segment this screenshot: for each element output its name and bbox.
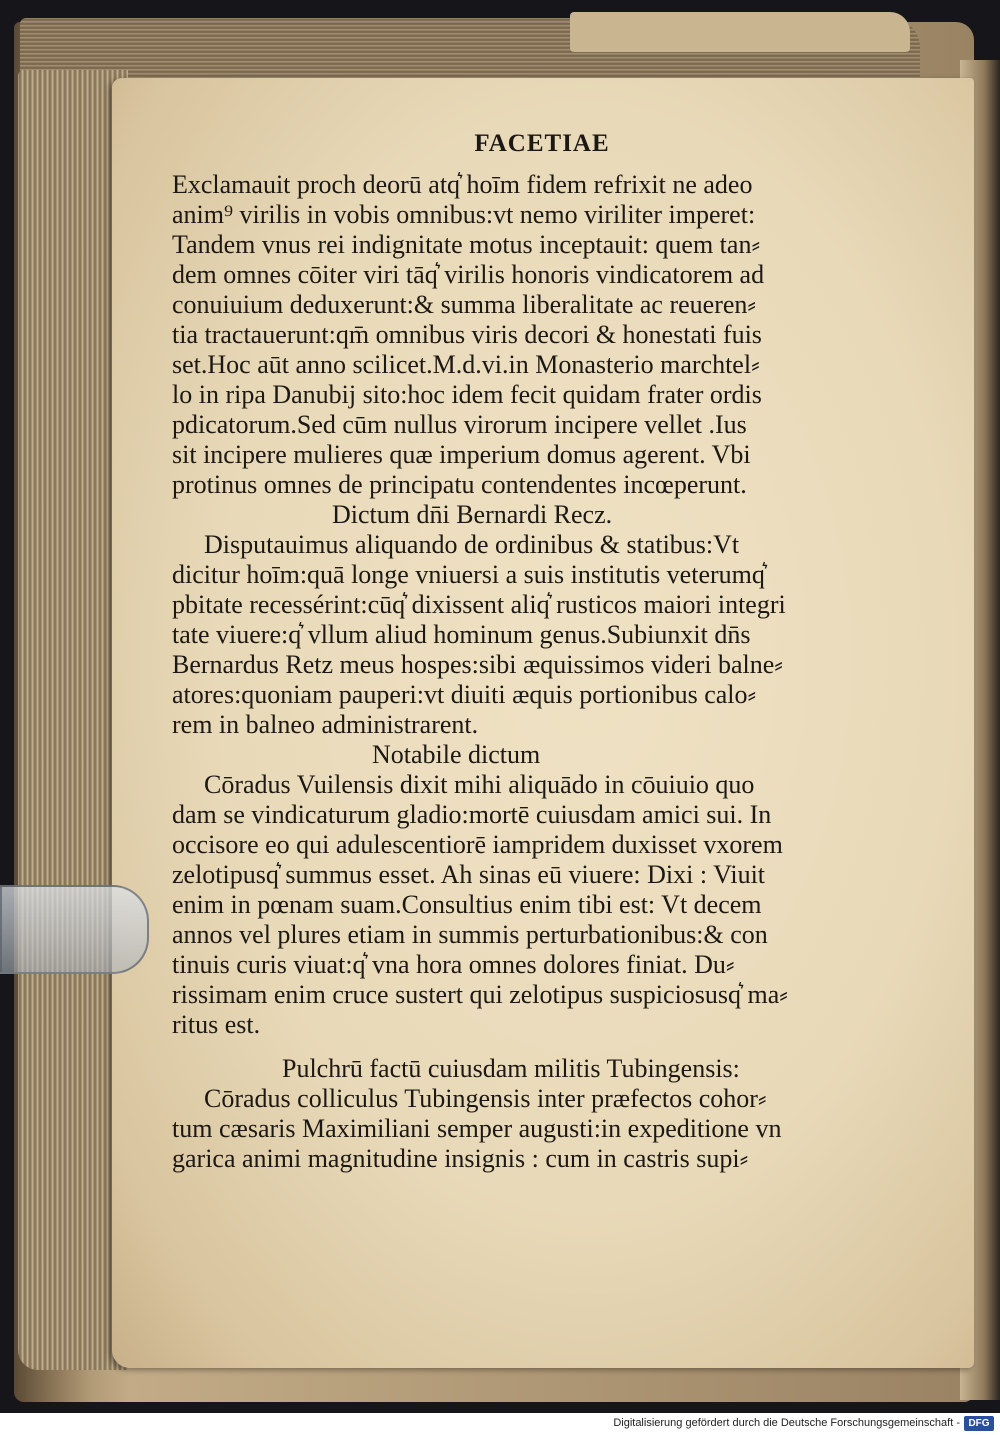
text-line: dam se vindicaturum gladio:mortē cuiusdam amici sui. In [172, 800, 772, 829]
text-line: protinus omnes de principatu contendentes incœperunt. [172, 470, 747, 499]
funding-credit: Digitalisierung gefördert durch die Deutsche Forschungsgemeinschaft - [613, 1417, 960, 1429]
text-line: lo in ripa Danubij sito:hoc idem fecit quidam frater ordis [172, 380, 762, 409]
text-line: pbitate recessérint:cūq͛ dixissent aliq͛ rusticos maiori integri [172, 590, 786, 619]
text-line: rissimam enim cruce sustert qui zelotipus suspiciosusq͛ ma⸗ [172, 980, 788, 1009]
section-heading-notabile: Notabile dictum [372, 740, 541, 769]
paragraph-exclamauit [172, 170, 912, 500]
dfg-logo: DFG [964, 1416, 994, 1431]
text-line: anim⁹ virilis in vobis omnibus:vt nemo viriliter imperet: [172, 200, 756, 229]
text-line: occisore eo qui adulescentiorē iampridem duxisset vxorem [172, 830, 783, 859]
section-heading-pulchru: Pulchrū factū cuiusdam militis Tubingensis: [282, 1054, 740, 1083]
text-line: tia tractauerunt:qm̄ omnibus viris decori & honestati fuis [172, 320, 762, 349]
text-line: pdicatorum.Sed cūm nullus virorum incipere vellet .Ius [172, 410, 747, 439]
text-line: Exclamauit proch deorū atq͛ hoīm fidem refrixit ne adeo [172, 170, 753, 199]
text-line: conuiuium deduxerunt:& summa liberalitate ac reueren⸗ [172, 290, 757, 319]
text-line: dicitur hoīm:quā longe vniuersi a suis institutis veterumq͛ [172, 560, 765, 589]
text-line: tate viuere:q͛ vllum aliud hominum genus.Subiunxit dn̄s [172, 620, 751, 649]
text-line: Disputauimus aliquando de ordinibus & statibus:Vt [204, 530, 740, 559]
text-line: Tandem vnus rei indignitate motus inceptauit: quem tan⸗ [172, 230, 761, 259]
text-line: enim in pœnam suam.Consultius enim tibi est: Vt decem [172, 890, 762, 919]
running-head: FACETIAE [474, 130, 610, 157]
text-line: sit incipere mulieres quæ imperium domus agerent. Vbi [172, 440, 751, 469]
cover-edge [570, 12, 910, 52]
text-line: Cōradus colliculus Tubingensis inter præfectos cohor⸗ [204, 1084, 767, 1113]
footer-bar [0, 1413, 1000, 1435]
text-line: tum cæsaris Maximiliani semper augusti:in expeditione vn [172, 1114, 782, 1143]
paragraph-coradus-colliculus [172, 1084, 912, 1174]
text-line: tinuis curis viuat:q͛ vna hora omnes dolores finiat. Du⸗ [172, 950, 735, 979]
text-line: Cōradus Vuilensis dixit mihi aliquādo in cōuiuio quo [204, 770, 755, 799]
text-line: garica animi magnitudine insignis : cum in castris supi⸗ [172, 1144, 749, 1173]
text-line: zelotipusq͛ summus esset. Ah sinas eū viuere: Dixi : Viuit [172, 860, 766, 889]
text-line: set.Hoc aūt anno scilicet.M.d.vi.in Monasterio marchtel⸗ [172, 350, 760, 379]
text-line: dem omnes cōiter viri tāq͛ virilis honoris vindicatorem ad [172, 260, 765, 289]
section-heading-bernardi: Dictum dn̄i Bernardi Recz. [332, 500, 613, 529]
page-clamp [0, 885, 149, 974]
text-line: annos vel plures etiam in summis perturbationibus:& con [172, 920, 768, 949]
page-text [172, 120, 912, 1174]
paragraph-coradus-vuilensis [172, 770, 912, 1040]
text-line: rem in balneo administrarent. [172, 710, 479, 739]
text-line: ritus est. [172, 1010, 261, 1039]
text-line: Bernardus Retz meus hospes:sibi æquissimos videri balne⸗ [172, 650, 783, 679]
paragraph-disputauimus [172, 530, 912, 740]
text-line: atores:quoniam pauperi:vt diuiti æquis portionibus calo⸗ [172, 680, 757, 709]
